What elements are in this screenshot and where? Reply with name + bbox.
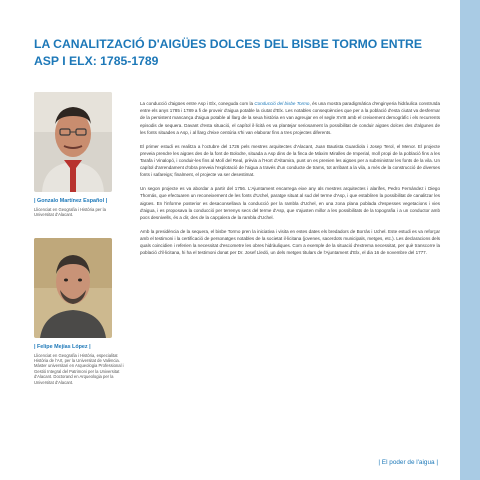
paragraph-1: La conducció d'aigües entre Asp i Elx, coneguda com la Conducció del bisbe Tormo, és una mostra paradigmàtica d'enginyeria hidràulica construïda entre els anys 1785 i 1789 a fi de proveir d'aigua potable la ciutat d'Elx. Les notables conseqüències que per a la població d'esta ciutat va desfermar de la persistent mancança d'aigua potable al llarg de la seua història en van agreujar en el segle XVIII amb el creixement demogràfic i els recurrents episodis de sequera. Davant d'esta situació, el capítol il·licità es va plantejar seriosament la possibilitat de conduir aigües dolces des d'algunes de les fonts situades a Asp, i al llarg d'eixe centúria s'hi van elaborar fins a tres projectes diferents. [140,101,440,135]
author-1-photo [34,92,112,192]
paragraph-4: Amb la presidència de la sequera, el bisbe Tormo pren la iniciativa i visita en estes dates els bredadors de Borràs i Uchel. Este estudi es va reforçar amb el testimoni i la certificació de personatges notables de la societat il·licitana (jovenes, sacerdots municipals, metges, etc.). Les declaracions dels quals coincidien i referien la necessitat d'escometre les obres hidràuliques. Com a exemple de la situació d'extrema necessitat, per què transcorre la població d'il·licitana, hi ha el testimoni donat per Dr. Josef Lledó, un dels metges titulars de l'Ajuntament d'Elx, el dia 16 de novembre del 1777. [140,228,440,256]
author-1-desc: Llicenciat en Geografia i Història per la Universitat d'Alacant. [34,206,106,217]
page-footer: | El poder de l'aigua | [378,459,438,466]
author-2-desc: Llicenciat en Geografia i Història, especialitat Història de l'Art, per la Universitat de València. Màster universitari en Arqueologia Professional i Gestió Integral del Patrimoni per la Universitat d'Alacant. Doctorand en Arqueologia per la Universitat d'Alacant. [34,352,124,385]
author-1-name: | Gonzalo Martínez Español | [34,198,108,204]
author-2 [34,238,124,385]
article-body [140,100,440,263]
author-2-photo [34,238,112,338]
author-1 [34,92,124,217]
paragraph-3: Un segon projecte es va abordar a partir del 1756. L'Ajuntament encarrega eixe any als mestres arquitectes i alarifes, Pedro Fernández i Diego Thomás, que efectuaren un reconeixement de les fonts d'Uchel, paratge situat al sud del terme d'Asp, i que establiren la possibilitat de canalitzar les aigües. En l'informe posterior es desaconsellava la conducció per la rambla d'Uchel, en una zona plana poblada d'espesses vegetacions i vies d'aigua, i es proposava la conducció per terrenys secs del terme d'Asp, que s'ajusten millor a les possibilitats de la topografia i a un conductor amb pocs desnivells, és a dir, des de la capçalera de la rambla d'Uchel. [140,186,440,221]
highlight-term: Conducció del bisbe Tormo [254,101,310,106]
side-color-bar [460,0,480,480]
paragraph-2: El primer estudi es realitza a l'octubre del 1726 pels mestres arquitectes d'Alacant, Juan Bautista Guardiola i Josep Terol, el Menor. El projecte preveia prendre les aigües des de la font de Bolodre, situada a Asp dins de la finca de Màxim Miralles de Imperial, moll propi de la població fins a les Tarafa i Vinalopó, i conduir-les fins al Molí del Real, prèvia a l'Hort d'Altamira, punt on es prenien les aigües per a subministrar les fonts de la vila. Un capítol d'arrendament d'obra preveia l'explotació de l'aigua a través d'un conducte de trams, tot arribant a la vila, a més de la construcció de diverses fonts i safareigs; finalment, el projecte va ser desestimat. [140,143,440,178]
article-title: LA CANALITZACIÓ D'AIGÜES DOLCES DEL BISBE TORMO ENTRE ASP I ELX: 1785-1789 [34,37,422,68]
author-2-name: | Felipe Mejías López | [34,344,91,350]
